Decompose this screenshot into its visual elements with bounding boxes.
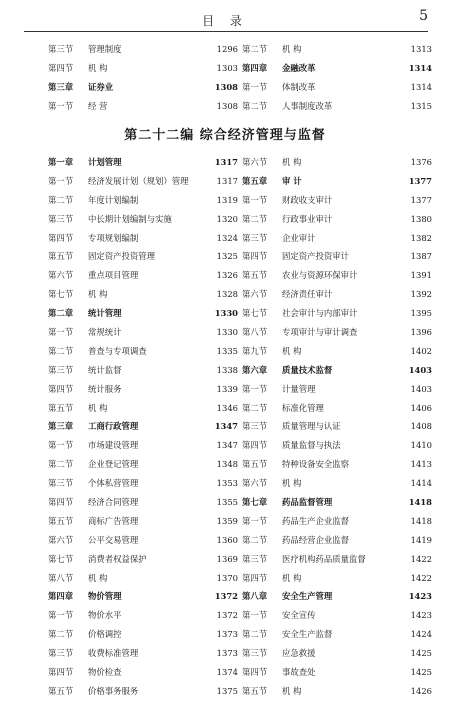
toc-section-entry [242, 455, 432, 474]
toc-entry-page: 1373 [216, 629, 238, 640]
toc-entry-label: 第三节 [48, 44, 74, 54]
toc-section-entry [48, 682, 238, 701]
toc-entry-title: 药品监督管理 [282, 497, 333, 508]
toc-section-entry [242, 323, 432, 342]
toc-entry-page: 1308 [214, 81, 238, 92]
toc-entry-page: 1418 [410, 515, 432, 526]
toc-section-entry [242, 436, 432, 455]
toc-entry-title: 商标广告管理 [88, 515, 139, 526]
toc-section-entry [48, 361, 238, 380]
toc-entry-title: 标准化管理 [282, 402, 324, 413]
toc-entry-page: 1317 [214, 157, 238, 167]
toc-entry-page: 1377 [408, 175, 432, 186]
toc-section-entry [242, 417, 432, 436]
toc-entry-title: 审 计 [282, 175, 302, 186]
toc-entry-label: 第四节 [48, 667, 74, 678]
toc-entry-label: 第一节 [242, 515, 268, 526]
toc-section-entry [242, 153, 432, 172]
toc-entry-page: 1330 [216, 327, 238, 338]
toc-chapter-entry [48, 417, 238, 436]
toc-entry-title: 机 构 [282, 478, 302, 489]
toc-entry-label: 第八节 [242, 327, 268, 338]
toc-entry-title: 普查与专项调查 [88, 345, 147, 356]
toc-entry-title: 特种设备安全监察 [282, 459, 349, 470]
toc-entry-page: 1408 [410, 421, 432, 432]
toc-entry-label: 第二节 [48, 194, 74, 205]
toc-entry-page: 1373 [216, 648, 238, 659]
toc-entry-label: 第六节 [242, 289, 268, 300]
toc-entry-page: 1419 [410, 534, 432, 545]
toc-entry-page: 1374 [216, 667, 238, 678]
toc-chapter-entry [48, 587, 238, 606]
toc-section-entry [242, 191, 432, 210]
toc-chapter-entry [48, 304, 238, 323]
toc-section-entry [242, 531, 432, 550]
toc-entry-title: 年度计划编制 [88, 194, 139, 205]
page-number: 5 [419, 8, 428, 24]
toc-entry-title: 统计管理 [88, 308, 122, 319]
toc-entry-page: 1422 [410, 572, 432, 583]
toc-section-entry [48, 455, 238, 474]
toc-entry-label: 第六节 [242, 157, 268, 167]
toc-entry-page: 1372 [214, 591, 238, 602]
toc-entry-page: 1375 [216, 685, 238, 696]
toc-entry-page: 1380 [410, 213, 432, 224]
toc-entry-page: 1391 [410, 270, 432, 281]
header-title: 目 录 [202, 14, 248, 28]
toc-entry-title: 机 构 [88, 402, 108, 413]
toc-entry-page: 1422 [410, 553, 432, 564]
toc-entry-title: 机 构 [88, 62, 108, 73]
toc-entry-label: 第四节 [242, 572, 268, 583]
toc-entry-page: 1424 [410, 629, 432, 640]
toc-entry-title: 人事制度改革 [282, 100, 333, 111]
toc-section-entry [242, 304, 432, 323]
toc-entry-title: 个体私营管理 [88, 478, 139, 489]
toc-section-entry [48, 436, 238, 455]
toc-entry-label: 第四节 [242, 251, 268, 262]
toc-entry-page: 1308 [216, 100, 238, 111]
toc-entry-page: 1320 [216, 213, 238, 224]
toc-entry-page: 1410 [410, 440, 432, 451]
toc-entry-title: 价格调控 [88, 629, 122, 640]
toc-section-entry [48, 59, 238, 78]
toc-section-entry [242, 550, 432, 569]
toc-entry-label: 第四节 [242, 667, 268, 678]
toc-entry-label: 第三节 [48, 648, 74, 659]
toc-entry-label: 第四节 [48, 62, 74, 73]
toc-entry-page: 1396 [410, 327, 432, 338]
toc-entry-page: 1314 [408, 62, 432, 73]
toc-entry-page: 1414 [410, 478, 432, 489]
toc-entry-title: 重点项目管理 [88, 270, 139, 281]
toc-entry-title: 事故查处 [282, 667, 316, 678]
toc-entry-page: 1338 [216, 364, 238, 375]
toc-entry-page: 1360 [216, 534, 238, 545]
toc-entry-page: 1403 [410, 383, 432, 394]
toc-entry-title: 机 构 [282, 44, 302, 54]
toc-entry-title: 市场建设管理 [88, 440, 139, 451]
toc-entry-title: 经济合同管理 [88, 497, 139, 508]
toc-entry-label: 第六节 [242, 478, 268, 489]
toc-entry-title: 机 构 [282, 345, 302, 356]
toc-entry-title: 安全宣传 [282, 610, 316, 621]
toc-entry-page: 1324 [216, 232, 238, 243]
toc-entry-label: 第三章 [48, 81, 74, 92]
toc-entry-title: 安全生产管理 [282, 591, 333, 602]
toc-section-entry [242, 380, 432, 399]
toc-entry-label: 第二节 [242, 100, 268, 111]
toc-entry-label: 第九节 [242, 345, 268, 356]
toc-section-entry [242, 97, 432, 116]
toc-section-entry [242, 78, 432, 97]
toc-entry-label: 第七章 [242, 497, 268, 508]
toc-entry-page: 1346 [216, 402, 238, 413]
toc-entry-title: 物价检查 [88, 667, 122, 678]
toc-section-entry [242, 682, 432, 701]
toc-entry-title: 常规统计 [88, 327, 122, 338]
toc-entry-title: 统计服务 [88, 383, 122, 394]
toc-entry-title: 中长期计划编制与实施 [88, 213, 172, 224]
toc-entry-label: 第一节 [242, 610, 268, 621]
toc-entry-title: 经 营 [88, 100, 108, 111]
toc-entry-page: 1353 [216, 478, 238, 489]
toc-entry-label: 第二节 [242, 213, 268, 224]
toc-entry-label: 第六节 [48, 270, 74, 281]
toc-entry-title: 企业审计 [282, 232, 316, 243]
toc-chapter-entry [242, 587, 432, 606]
toc-section-entry [48, 342, 238, 361]
toc-entry-label: 第六章 [242, 364, 268, 375]
toc-section-entry [48, 399, 238, 418]
toc-entry-label: 第二节 [242, 44, 268, 54]
toc-entry-page: 1392 [410, 289, 432, 300]
toc-entry-label: 第一节 [242, 81, 268, 92]
toc-entry-title: 专项规划编制 [88, 232, 139, 243]
toc-entry-label: 第四节 [242, 440, 268, 451]
toc-entry-page: 1387 [410, 251, 432, 262]
toc-entry-page: 1313 [410, 44, 432, 54]
toc-entry-label: 第二节 [48, 629, 74, 640]
toc-entry-page: 1425 [410, 648, 432, 659]
toc-entry-page: 1425 [410, 667, 432, 678]
toc-entry-label: 第二节 [48, 459, 74, 470]
toc-entry-label: 第八节 [48, 572, 74, 583]
toc-chapter-entry [48, 78, 238, 97]
toc-chapter-entry [242, 59, 432, 78]
toc-entry-page: 1303 [216, 62, 238, 73]
toc-entry-title: 质量管理与认证 [282, 421, 341, 432]
toc-entry-label: 第五章 [242, 175, 268, 186]
toc-section-entry [48, 625, 238, 644]
toc-entry-page: 1296 [216, 44, 238, 54]
toc-section-entry [48, 644, 238, 663]
toc-entry-label: 第四节 [48, 383, 74, 394]
toc-entry-title: 计划管理 [88, 157, 122, 167]
toc-entry-label: 第五节 [242, 270, 268, 281]
toc-entry-page: 1413 [410, 459, 432, 470]
toc-entry-title: 固定资产投资管理 [88, 251, 155, 262]
toc-entry-label: 第五节 [48, 685, 74, 696]
toc-section-entry [242, 247, 432, 266]
toc-entry-label: 第一节 [48, 610, 74, 621]
toc-entry-title: 证券业 [88, 81, 114, 92]
toc-entry-title: 机 构 [88, 289, 108, 300]
toc-section-entry [48, 191, 238, 210]
toc-entry-label: 第三节 [48, 364, 74, 375]
toc-entry-page: 1317 [216, 175, 238, 186]
toc-entry-title: 经济发展计划（规划）管理 [88, 175, 189, 186]
toc-entry-title: 质量监督与执法 [282, 440, 341, 451]
toc-entry-title: 金融改革 [282, 62, 316, 73]
toc-entry-page: 1382 [410, 232, 432, 243]
toc-chapter-entry [48, 153, 238, 172]
toc-section-entry [48, 606, 238, 625]
header-divider [24, 31, 428, 32]
toc-entry-title: 物价管理 [88, 591, 122, 602]
toc-entry-page: 1423 [408, 591, 432, 602]
toc-entry-title: 专项审计与审计调查 [282, 327, 358, 338]
toc-entry-page: 1359 [216, 515, 238, 526]
toc-section-entry [242, 663, 432, 682]
toc-entry-title: 机 构 [88, 572, 108, 583]
toc-section-entry [48, 493, 238, 512]
toc-entry-page: 1372 [216, 610, 238, 621]
toc-entry-page: 1395 [410, 308, 432, 319]
toc-entry-label: 第一节 [48, 327, 74, 338]
toc-section-entry [48, 97, 238, 116]
toc-entry-title: 机 构 [282, 685, 302, 696]
toc-section-entry [242, 606, 432, 625]
toc-entry-page: 1376 [410, 157, 432, 167]
toc-section-entry [48, 210, 238, 229]
toc-section-entry [242, 285, 432, 304]
toc-entry-title: 企业登记管理 [88, 459, 139, 470]
toc-entry-page: 1403 [408, 364, 432, 375]
toc-entry-page: 1418 [408, 497, 432, 508]
toc-entry-page: 1330 [214, 308, 238, 319]
toc-entry-label: 第三节 [242, 232, 268, 243]
toc-entry-label: 第五节 [48, 402, 74, 413]
toc-entry-label: 第一节 [48, 100, 74, 111]
toc-main-right-column [242, 153, 432, 701]
toc-entry-title: 应急救援 [282, 648, 316, 659]
toc-entry-label: 第五节 [242, 459, 268, 470]
toc-chapter-entry [242, 361, 432, 380]
toc-entry-page: 1348 [216, 459, 238, 470]
toc-entry-page: 1325 [216, 251, 238, 262]
toc-entry-title: 物价水平 [88, 610, 122, 621]
toc-section-entry [48, 569, 238, 588]
toc-chapter-entry [242, 493, 432, 512]
toc-entry-title: 工商行政管理 [88, 421, 139, 432]
toc-chapter-entry [242, 172, 432, 191]
toc-entry-page: 1426 [410, 685, 432, 696]
toc-entry-title: 消费者权益保护 [88, 553, 147, 564]
toc-entry-page: 1315 [410, 100, 432, 111]
toc-entry-label: 第三节 [242, 421, 268, 432]
toc-entry-label: 第一节 [48, 175, 74, 186]
toc-entry-label: 第四章 [242, 62, 268, 73]
toc-entry-label: 第三节 [242, 648, 268, 659]
toc-entry-title: 收费标准管理 [88, 648, 139, 659]
toc-entry-label: 第三节 [242, 553, 268, 564]
toc-entry-title: 管理制度 [88, 44, 122, 54]
toc-section-entry [242, 399, 432, 418]
toc-section-entry [48, 531, 238, 550]
toc-entry-title: 公平交易管理 [88, 534, 139, 545]
toc-section-entry [48, 512, 238, 531]
toc-section-entry [48, 474, 238, 493]
toc-entry-page: 1402 [410, 345, 432, 356]
toc-entry-page: 1326 [216, 270, 238, 281]
toc-section-entry [48, 172, 238, 191]
toc-top-left-column [48, 40, 238, 116]
toc-entry-label: 第一章 [48, 157, 74, 167]
toc-section-entry [242, 210, 432, 229]
toc-entry-title: 价格事务服务 [88, 685, 139, 696]
toc-entry-title: 财政收支审计 [282, 194, 333, 205]
toc-section-entry [48, 266, 238, 285]
toc-section-entry [242, 474, 432, 493]
toc-entry-title: 体制改革 [282, 81, 316, 92]
toc-entry-page: 1347 [214, 421, 238, 432]
toc-section-entry [48, 380, 238, 399]
toc-entry-label: 第七节 [48, 289, 74, 300]
toc-entry-label: 第四章 [48, 591, 74, 602]
toc-entry-title: 社会审计与内部审计 [282, 308, 358, 319]
toc-entry-page: 1328 [216, 289, 238, 300]
toc-entry-label: 第二章 [48, 308, 74, 319]
toc-entry-page: 1339 [216, 383, 238, 394]
toc-entry-title: 经济责任审计 [282, 289, 333, 300]
toc-section-entry [242, 512, 432, 531]
toc-entry-label: 第三节 [48, 213, 74, 224]
toc-entry-title: 药品生产企业监督 [282, 515, 349, 526]
toc-entry-page: 1347 [216, 440, 238, 451]
toc-entry-page: 1377 [410, 194, 432, 205]
toc-entry-label: 第一节 [48, 440, 74, 451]
toc-section-entry [242, 266, 432, 285]
toc-entry-page: 1369 [216, 553, 238, 564]
toc-top-right-column [242, 40, 432, 116]
toc-section-entry [242, 40, 432, 59]
toc-entry-title: 行政事业审计 [282, 213, 333, 224]
toc-entry-label: 第三节 [48, 478, 74, 489]
toc-entry-title: 农业与资源环保审计 [282, 270, 358, 281]
toc-entry-page: 1406 [410, 402, 432, 413]
toc-entry-label: 第二节 [242, 402, 268, 413]
toc-entry-page: 1370 [216, 572, 238, 583]
toc-section-entry [48, 40, 238, 59]
toc-entry-label: 第八章 [242, 591, 268, 602]
toc-entry-page: 1314 [410, 81, 432, 92]
toc-entry-page: 1335 [216, 345, 238, 356]
toc-section-entry [48, 663, 238, 682]
toc-entry-title: 机 构 [282, 157, 302, 167]
toc-entry-label: 第七节 [242, 308, 268, 319]
toc-entry-title: 质量技术监督 [282, 364, 333, 375]
toc-section-entry [48, 285, 238, 304]
toc-entry-title: 统计监督 [88, 364, 122, 375]
toc-section-entry [242, 569, 432, 588]
toc-entry-title: 固定资产投资审计 [282, 251, 349, 262]
toc-entry-label: 第五节 [48, 515, 74, 526]
toc-entry-label: 第一节 [242, 194, 268, 205]
toc-section-entry [242, 342, 432, 361]
toc-section-entry [48, 247, 238, 266]
toc-entry-label: 第四节 [48, 232, 74, 243]
toc-entry-title: 机 构 [282, 572, 302, 583]
toc-section-entry [48, 323, 238, 342]
toc-entry-label: 第三章 [48, 421, 74, 432]
toc-entry-page: 1355 [216, 497, 238, 508]
toc-entry-label: 第一节 [242, 383, 268, 394]
toc-entry-label: 第四节 [48, 497, 74, 508]
toc-section-entry [242, 229, 432, 248]
toc-entry-label: 第五节 [48, 251, 74, 262]
toc-entry-title: 计量管理 [282, 383, 316, 394]
toc-entry-label: 第二节 [242, 534, 268, 545]
toc-entry-label: 第五节 [242, 685, 268, 696]
toc-main-left-column [48, 153, 238, 701]
toc-entry-title: 医疗机构药品质量监督 [282, 553, 366, 564]
toc-entry-page: 1319 [216, 194, 238, 205]
toc-entry-page: 1423 [410, 610, 432, 621]
toc-section-entry [48, 550, 238, 569]
toc-entry-title: 安全生产监督 [282, 629, 333, 640]
part-title: 第二十二编 综合经济管理与监督 [124, 128, 326, 143]
toc-entry-label: 第二节 [48, 345, 74, 356]
toc-section-entry [48, 229, 238, 248]
toc-entry-label: 第七节 [48, 553, 74, 564]
page-header [0, 0, 450, 28]
toc-entry-label: 第二节 [242, 629, 268, 640]
toc-section-entry [242, 644, 432, 663]
toc-entry-title: 药品经营企业监督 [282, 534, 349, 545]
toc-section-entry [242, 625, 432, 644]
toc-entry-label: 第六节 [48, 534, 74, 545]
